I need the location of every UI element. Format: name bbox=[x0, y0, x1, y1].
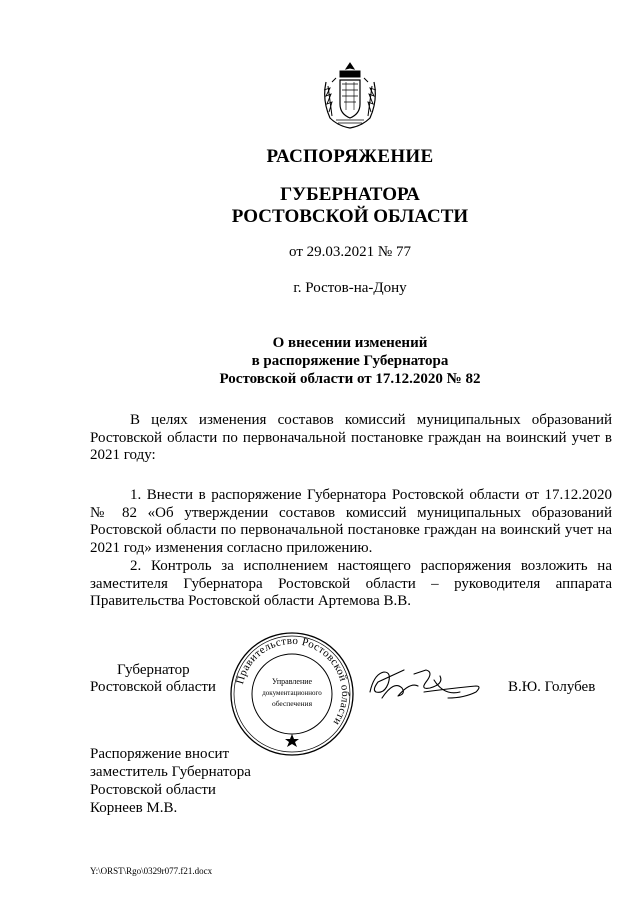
item-1-paragraph: 1. Внести в распоряжение Губернатора Ростовской области от 17.12.2020 № 82 «Об утверждении составов комиссий муниципальных образований Ростовской области по первоначальной постановке граждан на воинский учет на 2021 год» изменения согласно приложению. bbox=[90, 487, 612, 556]
official-seal-icon bbox=[228, 630, 356, 758]
document-subject bbox=[0, 334, 640, 388]
subject-line-2: в распоряжение Губернатора bbox=[251, 353, 449, 369]
signatory-position-line-2: Ростовской области bbox=[90, 679, 216, 695]
introduced-by-line-4: Корнеев М.В. bbox=[90, 800, 178, 816]
introduced-by-block bbox=[90, 745, 251, 817]
subject-line-1: О внесении изменений bbox=[272, 335, 428, 351]
introduced-by-line-2: заместитель Губернатора bbox=[90, 764, 251, 780]
item-2-paragraph: 2. Контроль за исполнением настоящего распоряжения возложить на заместителя Губернатора Ростовской области – руководителя аппарата Правительства Ростовской области Артемова В.В. bbox=[90, 558, 612, 609]
seal-center-line-3: обеспечения bbox=[271, 699, 313, 708]
document-title: РАСПОРЯЖЕНИЕ bbox=[266, 146, 434, 167]
coat-of-arms-icon bbox=[318, 60, 382, 130]
preamble-paragraph: В целях изменения составов комиссий муниципальных образований Ростовской области по первоначальной постановке граждан на воинский учет в 2021 году: bbox=[90, 412, 612, 463]
introduced-by-line-1: Распоряжение вносит bbox=[90, 746, 230, 762]
subject-line-3: Ростовской области от 17.12.2020 № 82 bbox=[219, 371, 481, 387]
document-date-number: от 29.03.2021 № 77 bbox=[289, 244, 411, 260]
seal-center-line-2: документационного bbox=[262, 689, 322, 697]
authority-line-2: РОСТОВСКОЙ ОБЛАСТИ bbox=[231, 206, 469, 227]
authority-line-1: ГУБЕРНАТОРА bbox=[280, 184, 420, 205]
handwritten-signature-icon bbox=[364, 662, 484, 707]
introduced-by-line-3: Ростовской области bbox=[90, 782, 216, 798]
seal-ring-text: Правительство Ростовской области bbox=[234, 634, 352, 728]
signatory-position-line-1: Губернатор bbox=[117, 662, 190, 678]
signatory-name: В.Ю. Голубев bbox=[508, 679, 596, 695]
document-city: г. Ростов-на-Дону bbox=[293, 280, 407, 296]
footer-file-path: Y:\ORST\Rgo\0329r077.f21.docx bbox=[90, 866, 213, 876]
issuing-authority bbox=[0, 184, 640, 228]
seal-center-line-1: Управление bbox=[271, 677, 313, 686]
